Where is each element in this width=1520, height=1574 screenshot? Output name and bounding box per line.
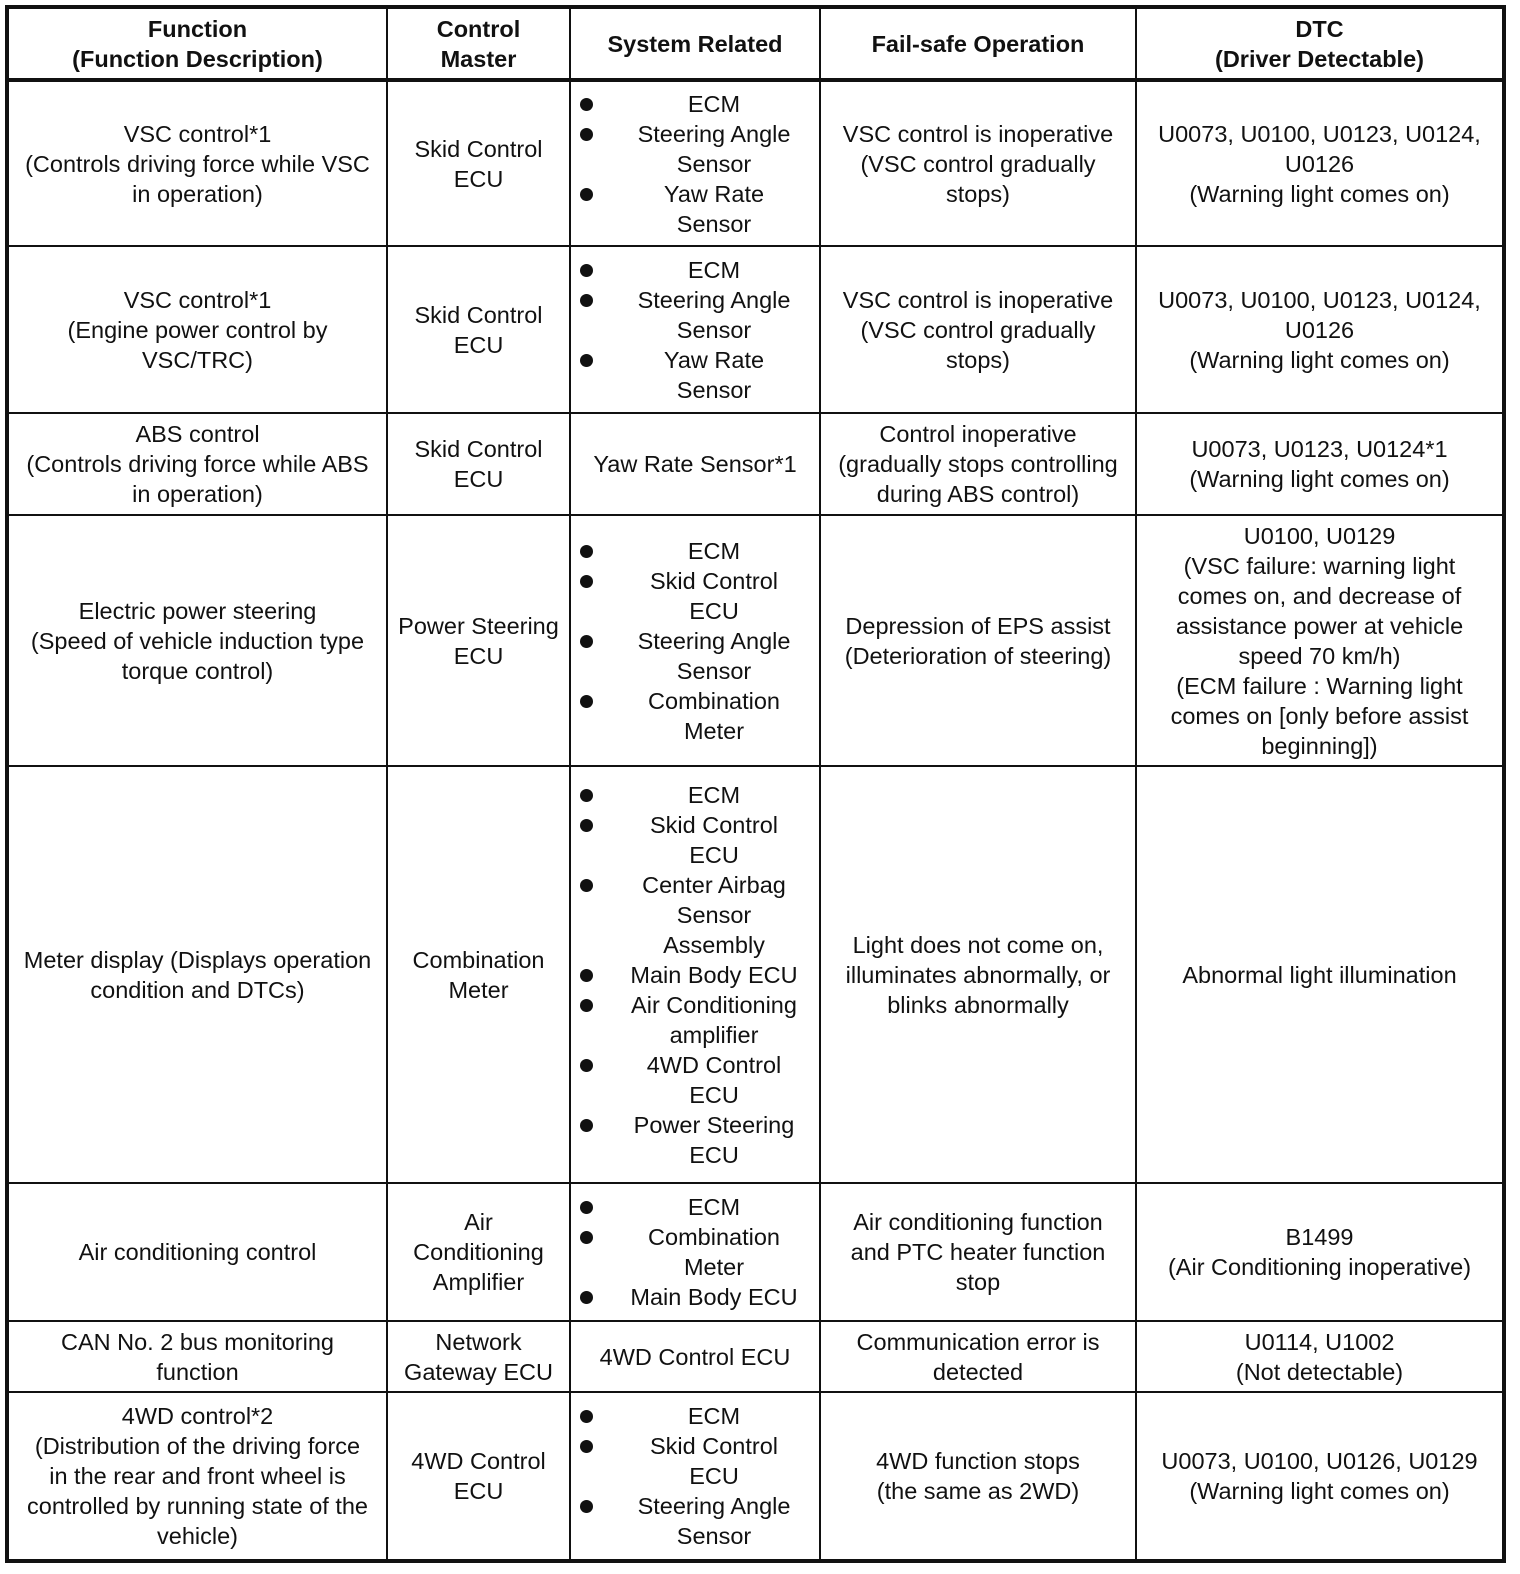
control-master-cell: Network Gateway ECU — [387, 1321, 570, 1392]
function-cell: VSC control*1 (Controls driving force while VSC in operation) — [7, 80, 387, 246]
system-related-list — [576, 536, 814, 746]
fail-safe-cell: Light does not come on, illuminates abnormally, or blinks abnormally — [820, 766, 1136, 1183]
system-related-item: ECM — [576, 89, 814, 119]
system-related-item: Power Steering ECU — [576, 1110, 814, 1170]
system-related-cell — [570, 246, 820, 413]
function-cell: Meter display (Displays operation condition and DTCs) — [7, 766, 387, 1183]
system-related-list — [576, 780, 814, 1170]
can-fail-safe-table — [5, 5, 1506, 1563]
system-related-list — [576, 1401, 814, 1551]
system-related-item: Steering Angle Sensor — [576, 119, 814, 179]
control-master-cell: Skid Control ECU — [387, 80, 570, 246]
fail-safe-cell: Depression of EPS assist (Deterioration of steering) — [820, 515, 1136, 766]
system-related-cell — [570, 766, 820, 1183]
function-cell: Electric power steering (Speed of vehicle induction type torque control) — [7, 515, 387, 766]
system-related-item: Combination Meter — [576, 686, 814, 746]
control-master-cell: Skid Control ECU — [387, 246, 570, 413]
dtc-cell: U0073, U0100, U0123, U0124, U0126 (Warning light comes on) — [1136, 246, 1504, 413]
system-related-item: ECM — [576, 1401, 814, 1431]
system-related-item: Main Body ECU — [576, 1282, 814, 1312]
system-related-item: 4WD Control ECU — [576, 1050, 814, 1110]
system-related-item: Skid Control ECU — [576, 566, 814, 626]
function-cell: Air conditioning control — [7, 1183, 387, 1321]
system-related-item: ECM — [576, 536, 814, 566]
control-master-cell: Power Steering ECU — [387, 515, 570, 766]
table-row — [7, 766, 1504, 1183]
table-row — [7, 80, 1504, 246]
header-function: Function (Function Description) — [7, 7, 387, 80]
system-related-cell — [570, 515, 820, 766]
fail-safe-cell: Air conditioning function and PTC heater function stop — [820, 1183, 1136, 1321]
system-related-item: ECM — [576, 780, 814, 810]
system-related-item: Skid Control ECU — [576, 1431, 814, 1491]
system-related-item: Steering Angle Sensor — [576, 285, 814, 345]
control-master-cell: Skid Control ECU — [387, 413, 570, 515]
system-related-item: Main Body ECU — [576, 960, 814, 990]
system-related-list — [576, 1192, 814, 1312]
system-related-item: ECM — [576, 1192, 814, 1222]
control-master-cell: Air Conditioning Amplifier — [387, 1183, 570, 1321]
table-row — [7, 1321, 1504, 1392]
system-related-item: Center Airbag Sensor Assembly — [576, 870, 814, 960]
table-row — [7, 1392, 1504, 1561]
function-cell: 4WD control*2 (Distribution of the driving force in the rear and front wheel is controlled by running state of the vehicle) — [7, 1392, 387, 1561]
system-related-item: ECM — [576, 255, 814, 285]
system-related-item: Yaw Rate Sensor — [576, 345, 814, 405]
table-row — [7, 515, 1504, 766]
dtc-cell: U0073, U0100, U0126, U0129 (Warning light comes on) — [1136, 1392, 1504, 1561]
table-row — [7, 413, 1504, 515]
system-related-list — [576, 255, 814, 405]
control-master-cell: Combination Meter — [387, 766, 570, 1183]
fail-safe-cell: Communication error is detected — [820, 1321, 1136, 1392]
control-master-cell: 4WD Control ECU — [387, 1392, 570, 1561]
dtc-cell: U0114, U1002 (Not detectable) — [1136, 1321, 1504, 1392]
system-related-item: Steering Angle Sensor — [576, 626, 814, 686]
system-related-item: Yaw Rate Sensor — [576, 179, 814, 239]
system-related-cell: 4WD Control ECU — [570, 1321, 820, 1392]
system-related-item: Skid Control ECU — [576, 810, 814, 870]
table-row — [7, 246, 1504, 413]
function-cell: ABS control (Controls driving force while ABS in operation) — [7, 413, 387, 515]
table-row — [7, 1183, 1504, 1321]
system-related-cell — [570, 1392, 820, 1561]
header-fail-safe: Fail-safe Operation — [820, 7, 1136, 80]
dtc-cell: Abnormal light illumination — [1136, 766, 1504, 1183]
system-related-item: Steering Angle Sensor — [576, 1491, 814, 1551]
dtc-cell: B1499 (Air Conditioning inoperative) — [1136, 1183, 1504, 1321]
header-row — [7, 7, 1504, 80]
system-related-item: Combination Meter — [576, 1222, 814, 1282]
system-related-cell — [570, 80, 820, 246]
header-system-related: System Related — [570, 7, 820, 80]
dtc-cell: U0100, U0129 (VSC failure: warning light comes on, and decrease of assistance power at vehicle speed 70 km/h) (ECM failure : Warning light comes on [only before assist beginning]) — [1136, 515, 1504, 766]
function-cell: VSC control*1 (Engine power control by VSC/TRC) — [7, 246, 387, 413]
fail-safe-cell: VSC control is inoperative (VSC control gradually stops) — [820, 246, 1136, 413]
function-cell: CAN No. 2 bus monitoring function — [7, 1321, 387, 1392]
header-control-master: Control Master — [387, 7, 570, 80]
fail-safe-cell: Control inoperative (gradually stops controlling during ABS control) — [820, 413, 1136, 515]
dtc-cell: U0073, U0100, U0123, U0124, U0126 (Warning light comes on) — [1136, 80, 1504, 246]
system-related-list — [576, 89, 814, 239]
system-related-cell — [570, 1183, 820, 1321]
system-related-item: Air Conditioning amplifier — [576, 990, 814, 1050]
header-dtc: DTC (Driver Detectable) — [1136, 7, 1504, 80]
system-related-cell: Yaw Rate Sensor*1 — [570, 413, 820, 515]
fail-safe-cell: VSC control is inoperative (VSC control gradually stops) — [820, 80, 1136, 246]
fail-safe-cell: 4WD function stops (the same as 2WD) — [820, 1392, 1136, 1561]
dtc-cell: U0073, U0123, U0124*1 (Warning light comes on) — [1136, 413, 1504, 515]
